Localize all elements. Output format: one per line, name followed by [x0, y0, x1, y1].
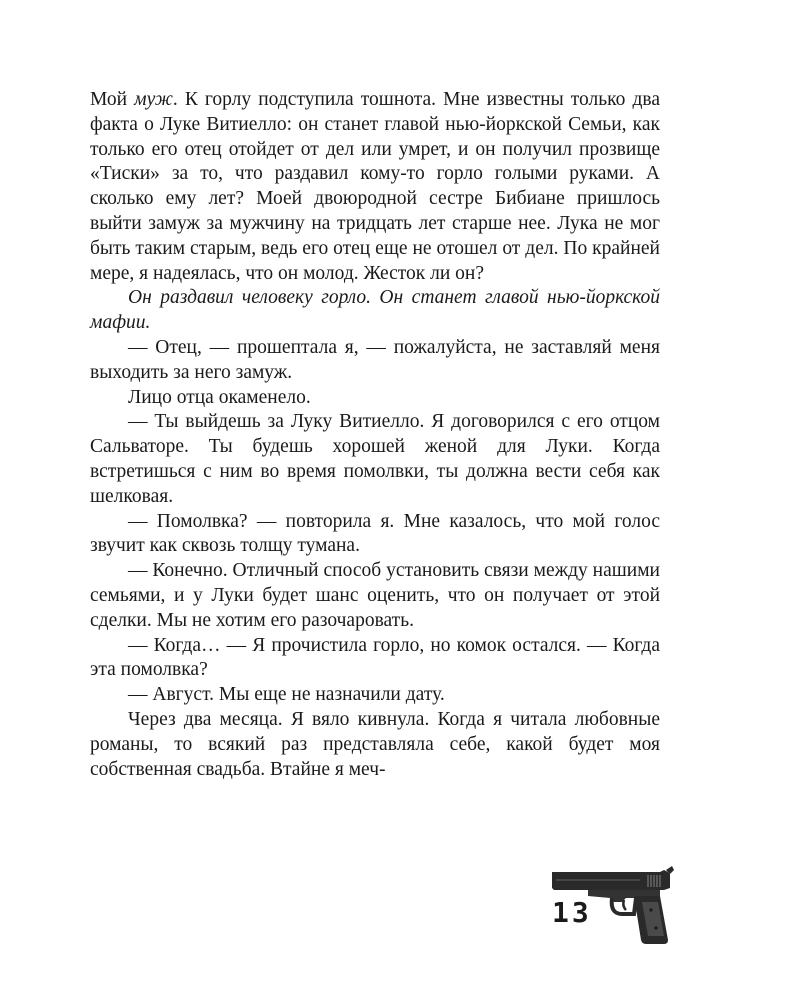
paragraph: [90, 683, 660, 708]
paragraph: [90, 634, 660, 684]
paragraph: [90, 410, 660, 509]
paragraph: [90, 286, 660, 336]
paragraph: [90, 336, 660, 386]
paragraph: [90, 510, 660, 560]
text-segment: Мой: [90, 89, 135, 110]
paragraph: [90, 708, 660, 782]
italic-text: Он раздавил человеку горло. Он станет главой нью-йоркской мафии.: [90, 287, 660, 334]
text-segment: — Ты выйдешь за Луку Витиелло. Я договорился с его отцом Сальваторе. Ты будешь хорошей женой для Луки. Когда встретишься с ним во время помолвки, ты должна вести себя как шелковая.: [90, 411, 660, 507]
text-segment: — Отец, — прошептала я, — пожалуйста, не заставляй меня выходить за него замуж.: [90, 336, 660, 383]
text-segment: Через два месяца. Я вяло кивнула. Когда я читала любовные романы, то всякий раз представляла себе, какой будет моя собственная свадьба. Втайне я меч-: [90, 708, 660, 780]
italic-text: муж: [134, 89, 173, 110]
paragraph: [90, 559, 660, 633]
body-text: [90, 88, 660, 782]
paragraph: [90, 386, 660, 411]
paragraph: [90, 88, 660, 286]
text-segment: — Август. Мы еще не назначили дату.: [128, 684, 445, 706]
page-number: 13: [552, 896, 592, 929]
text-segment: . К горлу подступила тошнота. Мне известны только два факта о Луке Витиелло: он станет главой нью-йоркской Семьи, как только его отец отойдет от дел или умрет, и он получил прозвище «Тиски» за то, что раздавил кому-то горло голыми руками. А сколько ему лет? Моей двоюродной сестре Бибиане пришлось выйти замуж за мужчину на тридцать лет старше нее. Лука не мог быть таким старым, ведь его отец еще не отошел от дел. По крайней мере, я надеялась, что он молод. Жесток ли он?: [90, 89, 660, 284]
text-segment: Лицо отца окаменело.: [128, 386, 311, 408]
text-segment: — Помолвка? — повторила я. Мне казалось, что мой голос звучит как сквозь толщу тумана.: [90, 510, 660, 557]
text-segment: — Когда… — Я прочистила горло, но комок остался. — Когда эта помолвка?: [90, 634, 660, 681]
text-segment: — Конечно. Отличный способ установить связи между нашими семьями, и у Луки будет шанс оценить, что он получает от этой сделки. Мы не хотим его разочаровать.: [90, 560, 660, 631]
